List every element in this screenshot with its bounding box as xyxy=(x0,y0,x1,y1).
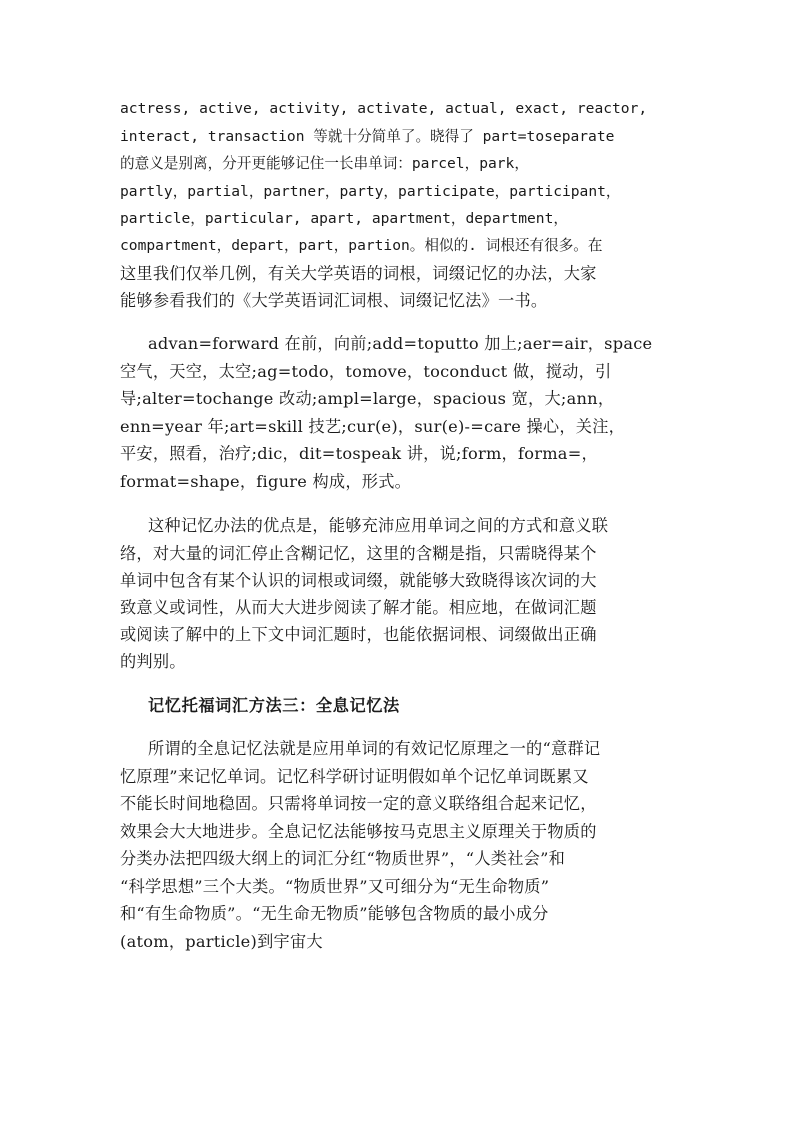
text-line: partly，partial，partner，party，participate，participant， xyxy=(120,183,621,200)
text-line: “科学思想”三个大类。“物质世界”又可细分为“无生命物质” xyxy=(120,877,550,896)
text-line: enn=year 年;art=skill 技艺;cur(e)，sur(e)-=care 操心，关注， xyxy=(120,417,626,436)
text-line: 致意义或词性，从而大大进步阅读了解才能。相应地，在做词汇题 xyxy=(120,598,597,617)
text-line: 平安，照看，治疗;dic，dit=tospeak 讲，说;form，forma=， xyxy=(120,444,598,463)
text-line: 所谓的全息记忆法就是应用单词的有效记忆原理之一的“意群记 xyxy=(148,739,601,758)
text-line: 空气，天空，太空;ag=todo，tomove，toconduct 做，搅动，引 xyxy=(120,362,612,381)
text-line: 效果会大大地进步。全息记忆法能够按马克思主义原理关于物质的 xyxy=(120,822,597,841)
text-line: 忆原理”来记忆单词。记忆科学研讨证明假如单个记忆单词既累又 xyxy=(120,767,589,786)
section-heading: 记忆托福词汇方法三：全息记忆法 xyxy=(148,696,400,715)
text-line: interact, transaction 等就十分简单了。晓得了 part=toseparate xyxy=(120,128,615,145)
text-line: 和“有生命物质”。“无生命无物质”能够包含物质的最小成分 xyxy=(120,904,549,923)
text-line: 能够参看我们的《大学英语词汇词根、词缀记忆法》一书。 xyxy=(120,291,548,310)
text-line: 或阅读了解中的上下文中词汇题时，也能依据词根、词缀做出正确 xyxy=(120,625,597,644)
text-line: actress, active, activity, activate, actual, exact, reactor, xyxy=(120,100,648,117)
text-line: 的意义是别离，分开更能够记住一长串单词：parcel，park， xyxy=(120,155,529,172)
text-line: 单词中包含有某个认识的词根或词缀，就能够大致晓得该次词的大 xyxy=(120,571,597,590)
text-line: 的判别。 xyxy=(120,652,186,671)
text-line: format=shape，figure 构成，形式。 xyxy=(120,472,412,491)
text-line: 络，对大量的词汇停止含糊记忆，这里的含糊是指，只需晓得某个 xyxy=(120,544,597,563)
text-line: compartment，depart，part，partion。相似的. 词根还有很多。在 xyxy=(120,237,603,254)
text-line: 分类办法把四级大纲上的词汇分红“物质世界”，“人类社会”和 xyxy=(120,849,566,868)
text-line: advan=forward 在前，向前;add=toputto 加上;aer=air，space xyxy=(148,334,653,353)
text-line: particle，particular, apart, apartment，department， xyxy=(120,210,568,227)
text-line: (atom，particle)到宇宙大 xyxy=(120,932,323,951)
text-line: 不能长时间地稳固。只需将单词按一定的意义联络组合起来记忆， xyxy=(120,794,597,813)
text-line: 这里我们仅举几例，有关大学英语的词根，词缀记忆的办法，大家 xyxy=(120,264,597,283)
text-line: 这种记忆办法的优点是，能够充沛应用单词之间的方式和意义联 xyxy=(148,516,609,535)
text-line: 导;alter=tochange 改动;ampl=large，spacious 宽，大;ann， xyxy=(120,389,615,408)
